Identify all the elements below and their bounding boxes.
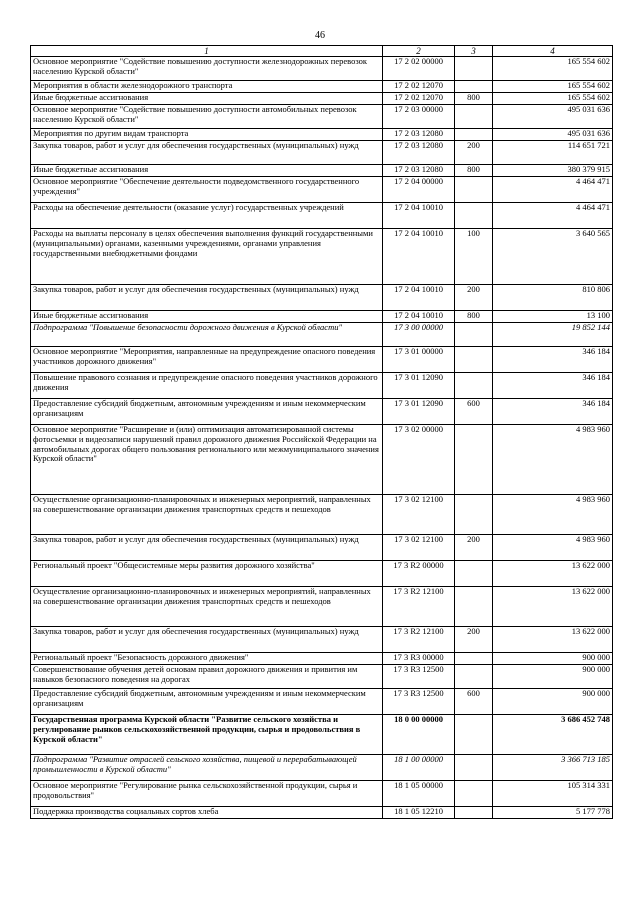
row-code: 17 2 03 12080	[383, 141, 455, 165]
row-amount: 495 031 636	[493, 129, 613, 141]
row-expense-type	[455, 373, 493, 399]
row-code: 18 1 05 12210	[383, 807, 455, 819]
budget-table	[30, 45, 613, 819]
row-name: Основное мероприятие "Содействие повышению доступности железнодорожных перевозок населению Курской области"	[31, 57, 383, 81]
row-expense-type: 800	[455, 165, 493, 177]
row-expense-type	[455, 587, 493, 627]
row-code: 17 3 02 12100	[383, 495, 455, 535]
row-expense-type	[455, 807, 493, 819]
row-name: Подпрограмма "Развитие отраслей сельского хозяйства, пищевой и перерабатывающей промышленности в Курской области"	[31, 755, 383, 781]
row-expense-type	[455, 177, 493, 203]
table-row	[31, 203, 613, 229]
table-body	[31, 57, 613, 819]
table-row	[31, 715, 613, 755]
row-name: Иные бюджетные ассигнования	[31, 93, 383, 105]
row-amount: 13 622 000	[493, 627, 613, 653]
row-code: 17 3 R3 12500	[383, 689, 455, 715]
row-code: 17 3 R2 12100	[383, 627, 455, 653]
row-name: Закупка товаров, работ и услуг для обеспечения государственных (муниципальных) нужд	[31, 141, 383, 165]
row-name: Мероприятия по другим видам транспорта	[31, 129, 383, 141]
row-name: Повышение правового сознания и предупреждение опасного поведения участников дорожного движения	[31, 373, 383, 399]
row-expense-type	[455, 129, 493, 141]
row-name: Расходы на выплаты персоналу в целях обеспечения выполнения функций государственными (муниципальными) органами, казенными учреждениями, органами управления государственными внебюджетными фондами	[31, 229, 383, 285]
row-name: Закупка товаров, работ и услуг для обеспечения государственных (муниципальных) нужд	[31, 535, 383, 561]
table-row	[31, 229, 613, 285]
header-col-4: 4	[493, 46, 613, 57]
row-code: 17 3 02 12100	[383, 535, 455, 561]
table-row	[31, 653, 613, 665]
row-code: 18 0 00 00000	[383, 715, 455, 755]
row-amount: 3 640 565	[493, 229, 613, 285]
table-row	[31, 373, 613, 399]
row-amount: 810 806	[493, 285, 613, 311]
row-code: 17 3 01 00000	[383, 347, 455, 373]
row-name: Предоставление субсидий бюджетным, автономным учреждениям и иным некоммерческим организациям	[31, 399, 383, 425]
row-code: 17 2 03 12080	[383, 129, 455, 141]
row-name: Предоставление субсидий бюджетным, автономным учреждениям и иным некоммерческим организациям	[31, 689, 383, 715]
row-amount: 900 000	[493, 689, 613, 715]
table-row	[31, 57, 613, 81]
row-expense-type	[455, 105, 493, 129]
table-row	[31, 781, 613, 807]
row-amount: 900 000	[493, 665, 613, 689]
row-amount: 13 622 000	[493, 561, 613, 587]
row-code: 17 2 04 10010	[383, 311, 455, 323]
row-expense-type	[455, 323, 493, 347]
row-amount: 3 366 713 185	[493, 755, 613, 781]
row-amount: 165 554 602	[493, 93, 613, 105]
table-row	[31, 755, 613, 781]
row-code: 17 2 04 10010	[383, 285, 455, 311]
table-row	[31, 399, 613, 425]
row-amount: 4 983 960	[493, 535, 613, 561]
row-name: Осуществление организационно-планировочных и инженерных мероприятий, направленных на совершенствование организации движения транспортных средств и пешеходов	[31, 495, 383, 535]
row-code: 17 3 R3 12500	[383, 665, 455, 689]
row-code: 17 3 01 12090	[383, 399, 455, 425]
row-amount: 4 983 960	[493, 425, 613, 495]
row-expense-type: 600	[455, 399, 493, 425]
row-amount: 346 184	[493, 347, 613, 373]
row-amount: 19 852 144	[493, 323, 613, 347]
table-row	[31, 495, 613, 535]
row-amount: 105 314 331	[493, 781, 613, 807]
table-row	[31, 105, 613, 129]
row-expense-type	[455, 347, 493, 373]
row-name: Основное мероприятие "Регулирование рынка сельскохозяйственной продукции, сырья и продовольствия"	[31, 781, 383, 807]
row-expense-type: 200	[455, 627, 493, 653]
row-code: 17 3 01 12090	[383, 373, 455, 399]
table-row	[31, 587, 613, 627]
row-expense-type: 200	[455, 285, 493, 311]
row-code: 17 3 R2 00000	[383, 561, 455, 587]
table-row	[31, 665, 613, 689]
header-col-2: 2	[383, 46, 455, 57]
row-expense-type: 800	[455, 93, 493, 105]
row-code: 17 3 00 00000	[383, 323, 455, 347]
row-expense-type	[455, 203, 493, 229]
row-expense-type	[455, 755, 493, 781]
row-amount: 165 554 602	[493, 81, 613, 93]
row-name: Основное мероприятие "Содействие повышению доступности автомобильных перевозок населению Курской области"	[31, 105, 383, 129]
row-expense-type	[455, 665, 493, 689]
row-code: 17 2 04 10010	[383, 203, 455, 229]
row-amount: 380 379 915	[493, 165, 613, 177]
row-code: 17 2 02 00000	[383, 57, 455, 81]
row-name: Основное мероприятие "Расширение и (или) оптимизация автоматизированной системы фотосъемки и видеозаписи нарушений правил дорожного движения Российской Федерации на автомобильных дорогах общего пользования регионального или межмуниципального значения Курской области"	[31, 425, 383, 495]
table-header-row	[31, 46, 613, 57]
table-row	[31, 807, 613, 819]
row-amount: 4 464 471	[493, 177, 613, 203]
row-name: Государственная программа Курской области "Развитие сельского хозяйства и регулирование рынков сельскохозяйственной продукции, сырья и продовольствия в Курской области"	[31, 715, 383, 755]
row-amount: 4 983 960	[493, 495, 613, 535]
row-expense-type	[455, 561, 493, 587]
row-expense-type	[455, 781, 493, 807]
row-name: Региональный проект "Общесистемные меры развития дорожного хозяйства"	[31, 561, 383, 587]
row-expense-type	[455, 715, 493, 755]
table-row	[31, 165, 613, 177]
row-amount: 13 622 000	[493, 587, 613, 627]
row-expense-type	[455, 57, 493, 81]
row-code: 17 2 04 10010	[383, 229, 455, 285]
row-name: Закупка товаров, работ и услуг для обеспечения государственных (муниципальных) нужд	[31, 627, 383, 653]
row-name: Совершенствование обучения детей основам правил дорожного движения и привития им навыков безопасного поведения на дорогах	[31, 665, 383, 689]
row-amount: 3 686 452 748	[493, 715, 613, 755]
row-code: 17 2 02 12070	[383, 93, 455, 105]
table-row	[31, 177, 613, 203]
table-row	[31, 689, 613, 715]
row-expense-type: 200	[455, 535, 493, 561]
table-row	[31, 323, 613, 347]
row-name: Закупка товаров, работ и услуг для обеспечения государственных (муниципальных) нужд	[31, 285, 383, 311]
row-amount: 900 000	[493, 653, 613, 665]
row-code: 17 3 R3 00000	[383, 653, 455, 665]
row-expense-type: 800	[455, 311, 493, 323]
row-expense-type	[455, 425, 493, 495]
row-name: Мероприятия в области железнодорожного транспорта	[31, 81, 383, 93]
table-row	[31, 627, 613, 653]
row-expense-type: 200	[455, 141, 493, 165]
row-code: 17 3 R2 12100	[383, 587, 455, 627]
table-row	[31, 561, 613, 587]
row-amount: 165 554 602	[493, 57, 613, 81]
row-code: 17 2 03 00000	[383, 105, 455, 129]
row-name: Расходы на обеспечение деятельности (оказание услуг) государственных учреждений	[31, 203, 383, 229]
row-amount: 13 100	[493, 311, 613, 323]
table-row	[31, 93, 613, 105]
header-col-3: 3	[455, 46, 493, 57]
row-expense-type	[455, 81, 493, 93]
row-code: 17 2 02 12070	[383, 81, 455, 93]
row-name: Основное мероприятие "Мероприятия, направленные на предупреждение опасного поведения участников дорожного движения"	[31, 347, 383, 373]
page-number: 46	[315, 30, 325, 41]
row-code: 17 2 04 00000	[383, 177, 455, 203]
row-name: Поддержка производства социальных сортов хлеба	[31, 807, 383, 819]
table-row	[31, 535, 613, 561]
header-col-1: 1	[31, 46, 383, 57]
row-amount: 346 184	[493, 373, 613, 399]
row-name: Иные бюджетные ассигнования	[31, 311, 383, 323]
row-expense-type: 100	[455, 229, 493, 285]
row-expense-type	[455, 495, 493, 535]
table-row	[31, 311, 613, 323]
table-row	[31, 129, 613, 141]
row-name: Осуществление организационно-планировочных и инженерных мероприятий, направленных на совершенствование организации движения транспортных средств и пешеходов	[31, 587, 383, 627]
row-expense-type: 600	[455, 689, 493, 715]
row-amount: 114 651 721	[493, 141, 613, 165]
table-row	[31, 425, 613, 495]
row-name: Основное мероприятие "Обеспечение деятельности подведомственного государственного учреждения"	[31, 177, 383, 203]
table-row	[31, 285, 613, 311]
row-amount: 346 184	[493, 399, 613, 425]
row-name: Иные бюджетные ассигнования	[31, 165, 383, 177]
row-amount: 495 031 636	[493, 105, 613, 129]
row-code: 18 1 00 00000	[383, 755, 455, 781]
row-code: 17 3 02 00000	[383, 425, 455, 495]
row-code: 18 1 05 00000	[383, 781, 455, 807]
row-amount: 4 464 471	[493, 203, 613, 229]
row-code: 17 2 03 12080	[383, 165, 455, 177]
row-expense-type	[455, 653, 493, 665]
row-amount: 5 177 778	[493, 807, 613, 819]
row-name: Региональный проект "Безопасность дорожного движения"	[31, 653, 383, 665]
row-name: Подпрограмма "Повышение безопасности дорожного движения в Курской области"	[31, 323, 383, 347]
table-row	[31, 81, 613, 93]
table-row	[31, 141, 613, 165]
table-row	[31, 347, 613, 373]
